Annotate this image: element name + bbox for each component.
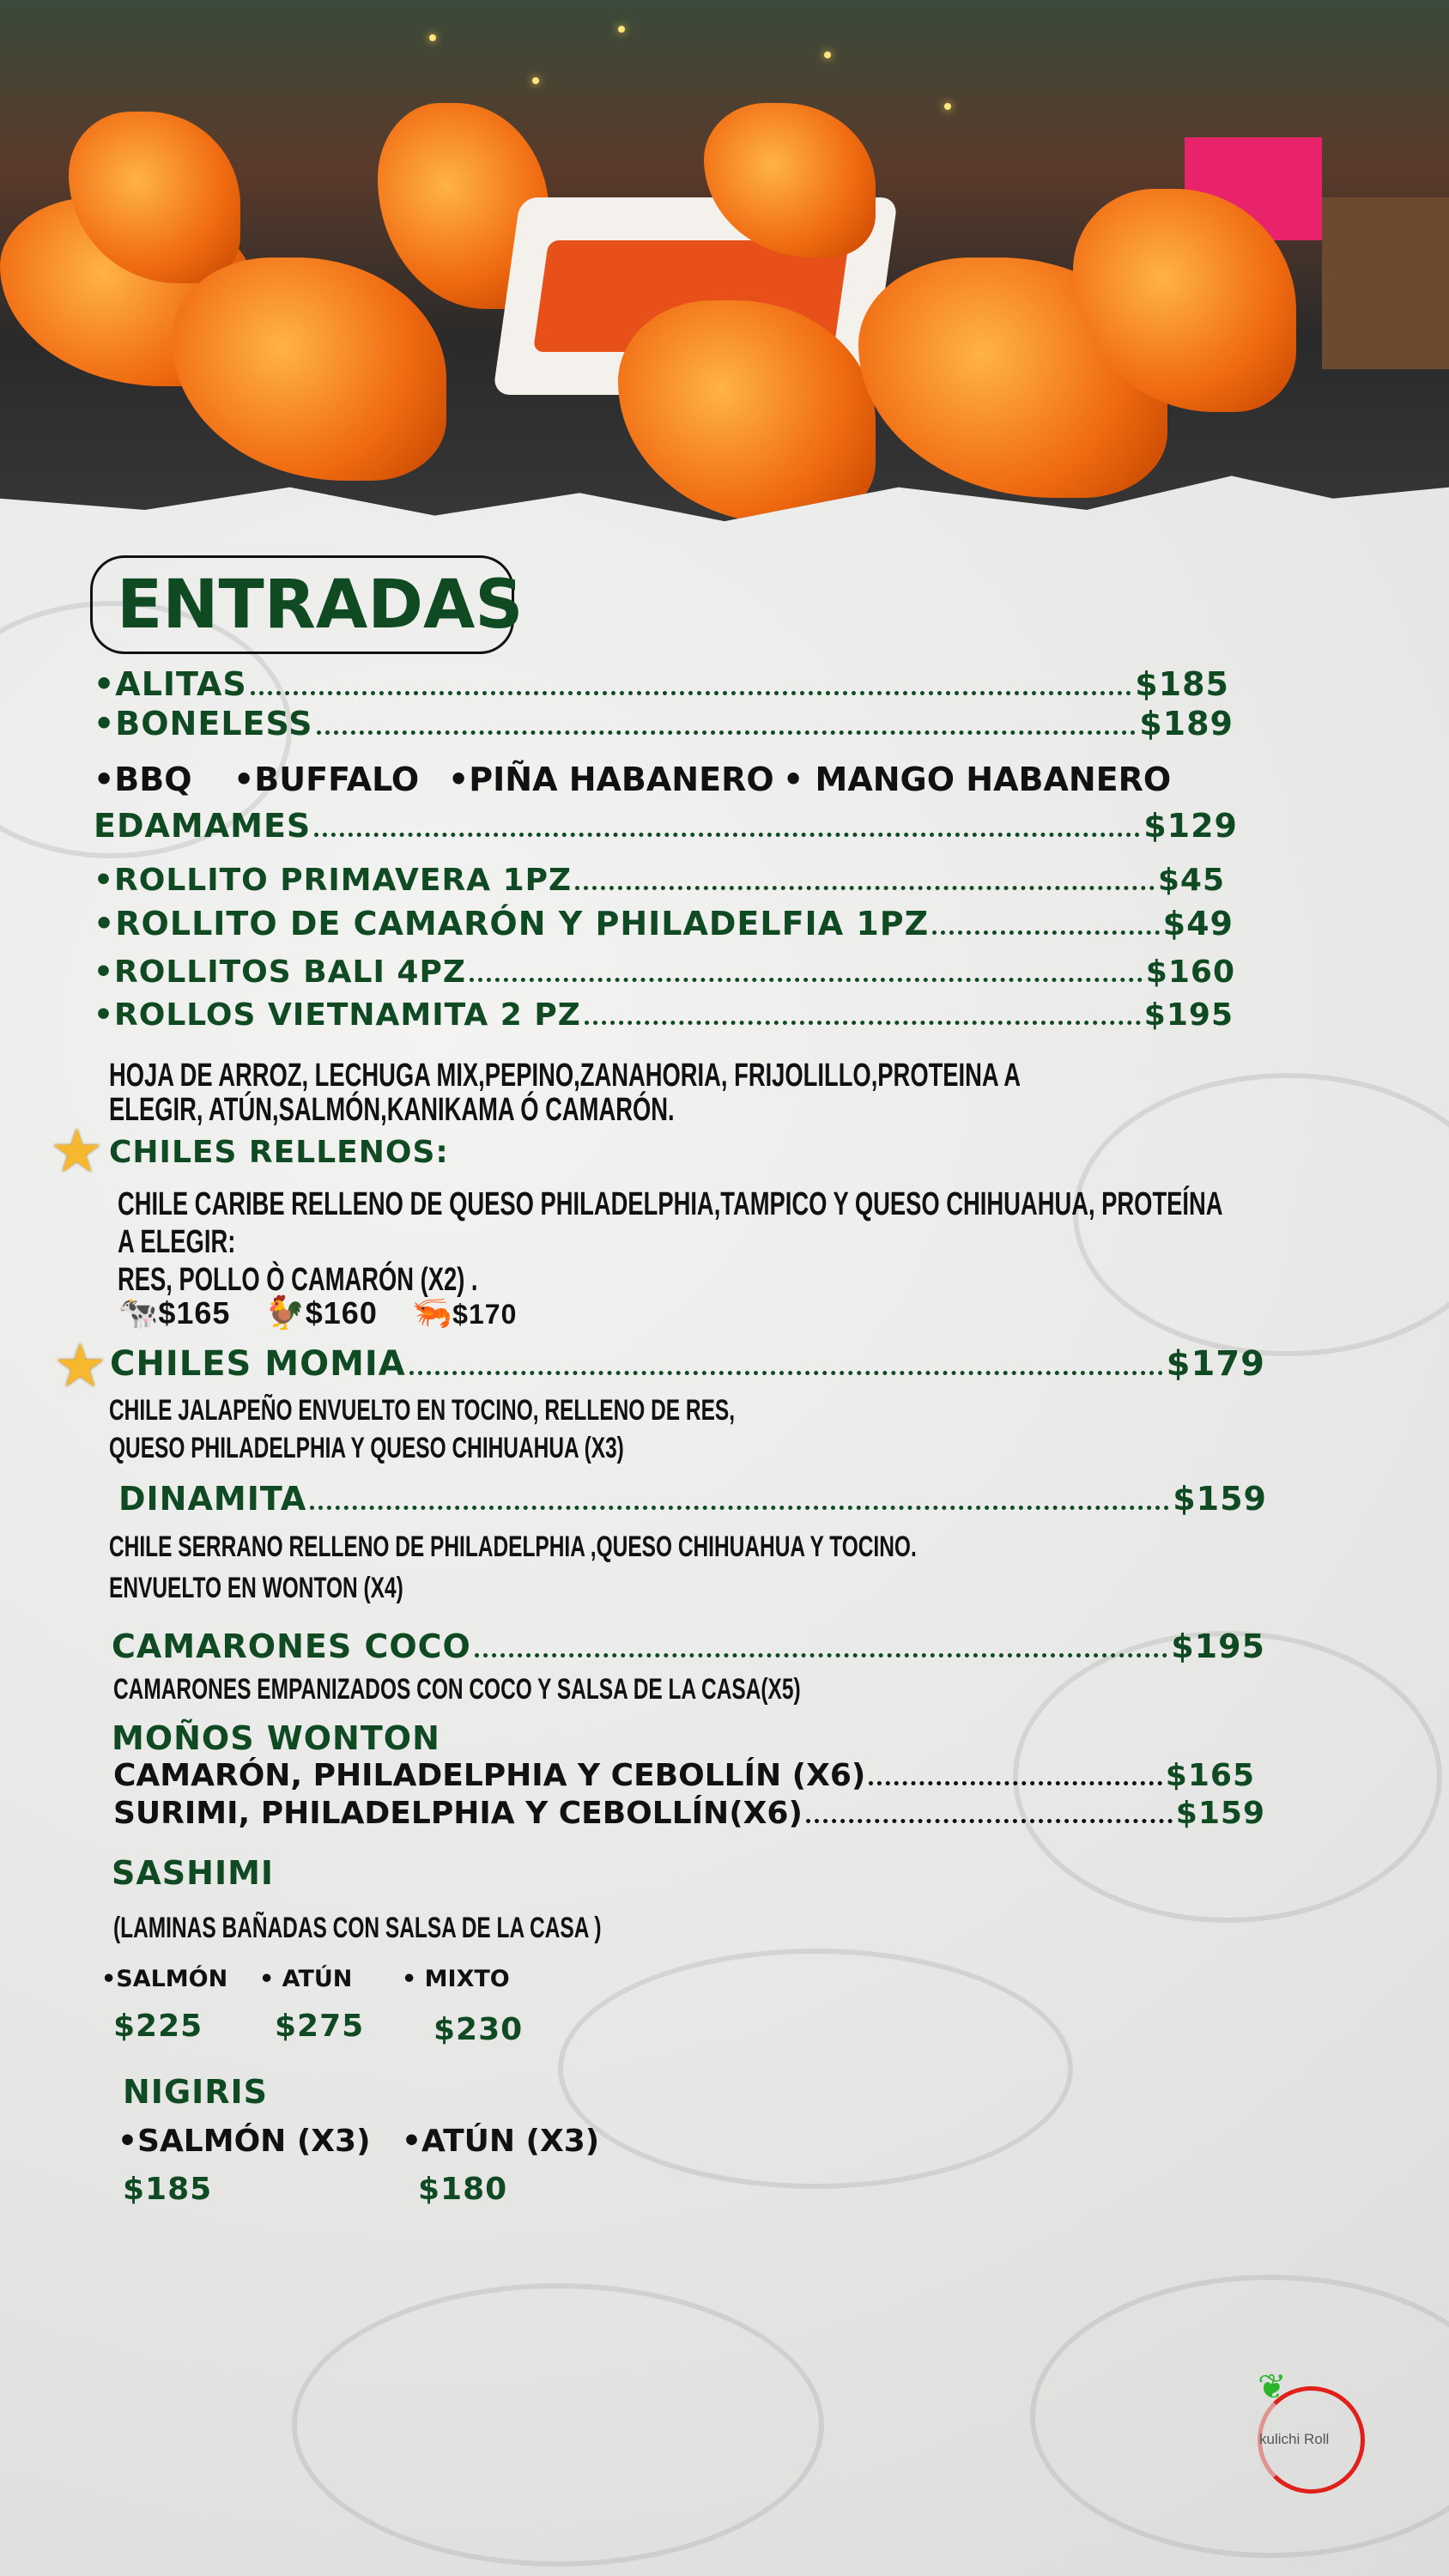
item-name: CHILES MOMIA	[110, 1344, 406, 1384]
sashimi-option-mixto: • MIXTO	[402, 1966, 510, 1992]
menu-item-rollos-vietnamita	[94, 997, 1234, 1033]
item-price: $45	[1157, 863, 1225, 898]
chicken-icon: 🐓	[264, 1295, 306, 1331]
chiles-momia-description: CHILE JALAPEÑO ENVUELTO EN TOCINO, RELLENO DE RES,	[109, 1394, 736, 1427]
item-price: $49	[1162, 905, 1234, 943]
item-name: DINAMITA	[118, 1480, 307, 1518]
item-name: CAMARONES COCO	[112, 1627, 471, 1665]
section-title-entradas: ENTRADAS	[90, 555, 514, 654]
vietnamita-description: ELEGIR, ATÚN,SALMÓN,KANIKAMA Ó CAMARÓN.	[109, 1092, 675, 1128]
menu-item-monos-surimi	[113, 1796, 1265, 1831]
item-price: $159	[1175, 1796, 1265, 1831]
shrimp-icon: 🦐	[411, 1295, 453, 1331]
nigiri-price-atun: $180	[418, 2172, 508, 2207]
item-name: •ROLLITOS BALI 4PZ	[94, 955, 466, 990]
chiles-rellenos-prices	[118, 1294, 517, 1332]
leaf-icon: ❦	[1258, 2368, 1287, 2406]
flavor-buffalo: •BUFFALO	[233, 761, 420, 798]
item-price: $195	[1171, 1627, 1265, 1665]
sashimi-price-mixto: $230	[433, 2012, 524, 2047]
item-price: $165	[1165, 1758, 1255, 1793]
price: $165	[158, 1295, 231, 1330]
item-price: $159	[1173, 1480, 1267, 1518]
menu-item-boneless	[94, 705, 1234, 742]
price: $160	[305, 1295, 378, 1330]
menu-item-rollitos-bali	[94, 955, 1235, 990]
kulichi-roll-logo	[1249, 2361, 1369, 2481]
item-name: •ROLLITO PRIMAVERA 1PZ	[94, 863, 573, 898]
price: $170	[452, 1299, 518, 1330]
nigiri-price-salmon: $185	[123, 2172, 213, 2207]
item-price: $185	[1135, 665, 1229, 703]
item-price: $195	[1143, 997, 1234, 1033]
sashimi-description: (LAMINAS BAÑADAS CON SALSA DE LA CASA )	[113, 1912, 602, 1944]
flavor-pina-habanero: •PIÑA HABANERO	[448, 761, 774, 798]
flavor-bbq: •BBQ	[94, 761, 192, 798]
item-name: CAMARÓN, PHILADELPHIA Y CEBOLLÍN (X6)	[113, 1758, 866, 1793]
item-price: $129	[1143, 807, 1238, 845]
item-name: •ROLLITO DE CAMARÓN Y PHILADELFIA 1PZ	[94, 905, 930, 943]
sashimi-option-salmon: •SALMÓN	[101, 1966, 228, 1992]
item-price: $189	[1139, 705, 1234, 742]
nigiri-option-atun: •ATÚN (X3)	[402, 2124, 600, 2159]
sushi-sketch-decoration	[292, 2283, 824, 2567]
item-price: $179	[1166, 1344, 1265, 1384]
nigiris-title: NIGIRIS	[123, 2073, 269, 2111]
camarones-coco-description: CAMARONES EMPANIZADOS CON COCO Y SALSA DE LA CASA(X5)	[113, 1673, 801, 1706]
nigiri-option-salmon: •SALMÓN (X3)	[118, 2124, 371, 2159]
chiles-rellenos-description: RES, POLLO Ò CAMARÓN (X2) .	[118, 1262, 478, 1298]
sashimi-price-salmon: $225	[113, 2009, 203, 2044]
chiles-rellenos-description: A ELEGIR:	[118, 1224, 236, 1260]
star-icon: ★	[53, 1332, 107, 1399]
sashimi-title: SASHIMI	[112, 1854, 275, 1892]
star-icon: ★	[50, 1118, 104, 1185]
protein-price-res	[118, 1294, 230, 1332]
protein-price-camaron	[412, 1294, 518, 1332]
item-name: SURIMI, PHILADELPHIA Y CEBOLLÍN(X6)	[113, 1796, 803, 1831]
sushi-sketch-decoration	[558, 1949, 1073, 2189]
menu-item-rollito-camaron	[94, 905, 1234, 943]
chiles-momia-description: QUESO PHILADELPHIA Y QUESO CHIHUAHUA (X3)	[109, 1432, 624, 1464]
menu-item-dinamita	[118, 1480, 1267, 1518]
dinamita-description: ENVUELTO EN WONTON (X4)	[109, 1572, 403, 1604]
menu-item-rollito-primavera	[94, 863, 1225, 898]
item-name: •ROLLOS VIETNAMITA 2 PZ	[94, 997, 581, 1033]
item-price: $160	[1145, 955, 1235, 990]
chiles-rellenos-description: CHILE CARIBE RELLENO DE QUESO PHILADELPHIA,TAMPICO Y QUESO CHIHUAHUA, PROTEÍNA	[118, 1186, 1223, 1222]
menu-item-camarones-coco	[112, 1627, 1265, 1665]
menu-item-monos-camaron	[113, 1758, 1255, 1793]
menu-item-alitas	[94, 665, 1229, 703]
monos-wonton-title: MOÑOS WONTON	[112, 1719, 440, 1757]
item-name: •BONELESS	[94, 705, 313, 742]
protein-price-pollo	[264, 1294, 377, 1332]
menu-item-edamames	[94, 807, 1238, 845]
logo-text: kulichi Roll	[1259, 2431, 1330, 2447]
cow-icon: 🐄	[118, 1295, 159, 1331]
sashimi-price-atun: $275	[275, 2009, 365, 2044]
flavor-mango-habanero: • MANGO HABANERO	[783, 761, 1172, 798]
chiles-rellenos-title: CHILES RELLENOS:	[109, 1135, 449, 1170]
menu-item-chiles-momia	[110, 1344, 1265, 1384]
sashimi-option-atun: • ATÚN	[259, 1966, 353, 1992]
dinamita-description: CHILE SERRANO RELLENO DE PHILADELPHIA ,QUESO CHIHUAHUA Y TOCINO.	[109, 1530, 917, 1563]
item-name: EDAMAMES	[94, 807, 312, 845]
vietnamita-description: HOJA DE ARROZ, LECHUGA MIX,PEPINO,ZANAHORIA, FRIJOLILLO,PROTEINA A	[109, 1058, 1022, 1094]
item-name: •ALITAS	[94, 665, 247, 703]
